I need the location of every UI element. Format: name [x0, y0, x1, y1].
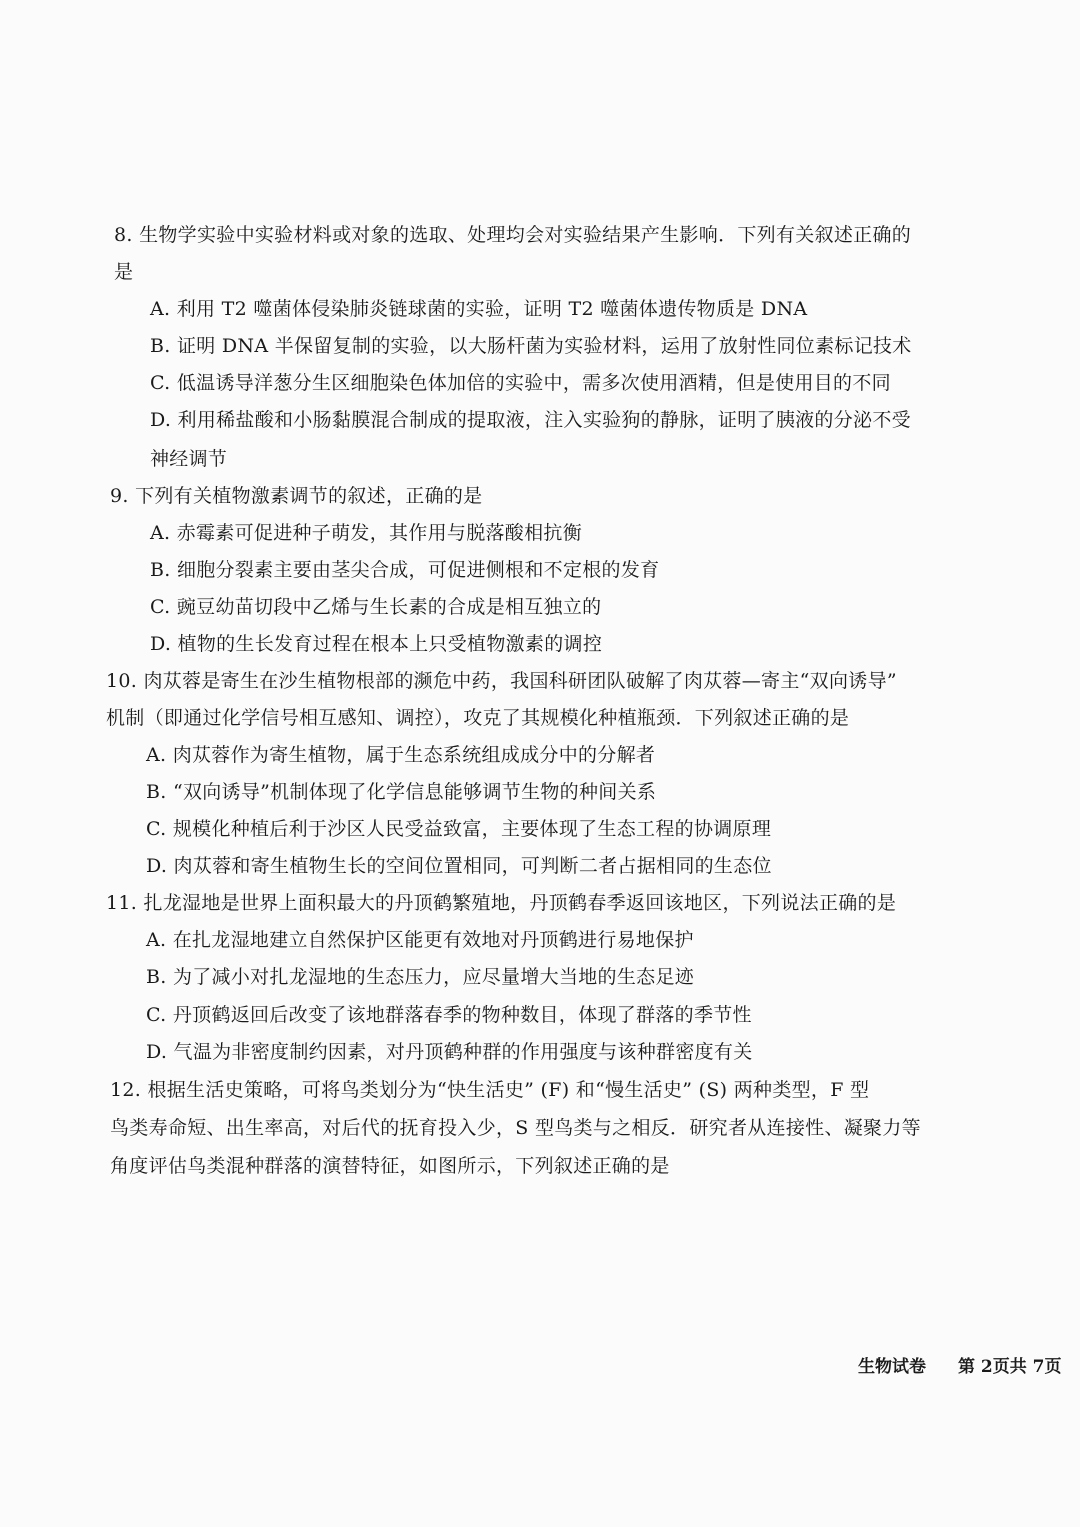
footer-subject: 生物试卷: [858, 1357, 926, 1377]
q10-stem-line-2: 机制（即通过化学信号相互感知、调控），攻克了其规模化种植瓶颈．下列叙述正确的是: [106, 707, 850, 729]
q8-option-a: A. 利用 T2 噬菌体侵染肺炎链球菌的实验，证明 T2 噬菌体遗传物质是 DNA: [150, 298, 808, 320]
q8-stem-line-1: 8. 生物学实验中实验材料或对象的选取、处理均会对实验结果产生影响．下列有关叙述正确的: [114, 224, 912, 246]
q10-option-a: A. 肉苁蓉作为寄生植物，属于生态系统组成成分中的分解者: [146, 744, 656, 766]
q11-option-c: C. 丹顶鹤返回后改变了该地群落春季的物种数目，体现了群落的季节性: [146, 1004, 752, 1026]
q9-stem: 9. 下列有关植物激素调节的叙述，正确的是: [110, 485, 483, 507]
q10-option-b: B. “双向诱导”机制体现了化学信息能够调节生物的种间关系: [146, 781, 657, 803]
q8-option-d-line-2: 神经调节: [150, 448, 228, 470]
q10-option-c: C. 规模化种植后利于沙区人民受益致富，主要体现了生态工程的协调原理: [146, 818, 772, 840]
q10-option-d: D. 肉苁蓉和寄生植物生长的空间位置相同，可判断二者占据相同的生态位: [146, 855, 772, 877]
q8-option-d-line-1: D. 利用稀盐酸和小肠黏膜混合制成的提取液，注入实验狗的静脉，证明了胰液的分泌不受: [150, 409, 911, 431]
q8-stem-line-2: 是: [114, 261, 134, 283]
q8-option-c: C. 低温诱导洋葱分生区细胞染色体加倍的实验中，需多次使用酒精，但是使用目的不同: [150, 372, 891, 394]
q11-stem: 11. 扎龙湿地是世界上面积最大的丹顶鹤繁殖地，丹顶鹤春季返回该地区，下列说法正确的是: [106, 892, 897, 914]
q10-stem-line-1: 10. 肉苁蓉是寄生在沙生植物根部的濒危中药，我国科研团队破解了肉苁蓉—寄主“双向诱导”: [106, 670, 897, 692]
q11-option-b: B. 为了减小对扎龙湿地的生态压力，应尽量增大当地的生态足迹: [146, 966, 695, 988]
q8-option-b: B. 证明 DNA 半保留复制的实验，以大肠杆菌为实验材料，运用了放射性同位素标记技术: [150, 335, 912, 357]
footer-page-number: 第 2页共 7页: [958, 1357, 1062, 1377]
q9-option-b: B. 细胞分裂素主要由茎尖合成，可促进侧根和不定根的发育: [150, 559, 660, 581]
q12-stem-line-3: 角度评估鸟类混种群落的演替特征，如图所示，下列叙述正确的是: [110, 1155, 670, 1177]
q11-option-a: A. 在扎龙湿地建立自然保护区能更有效地对丹顶鹤进行易地保护: [146, 929, 694, 951]
q9-option-c: C. 豌豆幼苗切段中乙烯与生长素的合成是相互独立的: [150, 596, 602, 618]
q9-option-d: D. 植物的生长发育过程在根本上只受植物激素的调控: [150, 633, 603, 655]
q12-stem-line-2: 鸟类寿命短、出生率高，对后代的抚育投入少，S 型鸟类与之相反．研究者从连接性、凝聚力等: [110, 1117, 921, 1139]
q11-option-d: D. 气温为非密度制约因素，对丹顶鹤种群的作用强度与该种群密度有关: [146, 1041, 753, 1063]
q12-stem-line-1: 12. 根据生活史策略，可将鸟类划分为“快生活史” (F) 和“慢生活史” (S) 两种类型，F 型: [110, 1079, 870, 1101]
q9-option-a: A. 赤霉素可促进种子萌发，其作用与脱落酸相抗衡: [150, 522, 583, 544]
